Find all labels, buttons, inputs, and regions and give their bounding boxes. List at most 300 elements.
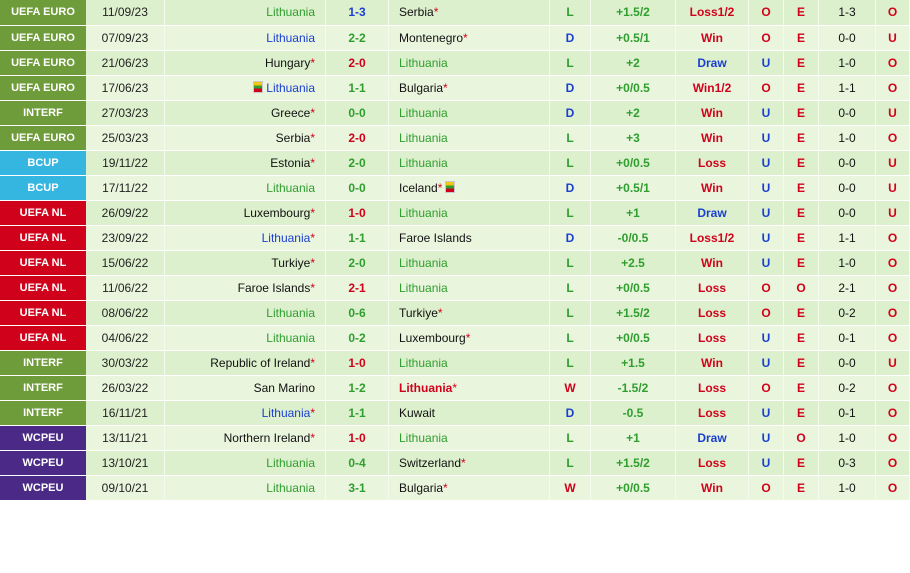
table-row[interactable] xyxy=(0,150,910,175)
away-team-name: Luxembourg xyxy=(399,330,466,345)
match-result: D xyxy=(550,400,591,425)
competition-badge[interactable]: INTERF xyxy=(0,100,86,125)
home-team[interactable] xyxy=(165,350,326,375)
away-team-name: Switzerland xyxy=(399,455,462,470)
match-date: 07/09/23 xyxy=(86,25,165,50)
handicap-result: Draw xyxy=(676,425,749,450)
half-over-under: O xyxy=(876,425,910,450)
match-score[interactable]: 3-1 xyxy=(326,475,389,500)
home-team[interactable] xyxy=(165,125,326,150)
over-under-2: E xyxy=(784,100,819,125)
match-result: L xyxy=(550,275,591,300)
half-time-score: 0-0 xyxy=(819,350,876,375)
over-under-2: E xyxy=(784,250,819,275)
match-date: 27/03/23 xyxy=(86,100,165,125)
away-team[interactable] xyxy=(389,350,550,375)
over-under-2: E xyxy=(784,350,819,375)
match-score[interactable]: 1-1 xyxy=(326,75,389,100)
half-over-under: O xyxy=(876,225,910,250)
table-row[interactable] xyxy=(0,125,910,150)
away-team[interactable] xyxy=(389,0,550,25)
table-row[interactable] xyxy=(0,300,910,325)
match-date: 11/09/23 xyxy=(86,0,165,25)
over-under-1: U xyxy=(749,125,784,150)
match-score[interactable]: 1-0 xyxy=(326,200,389,225)
over-under-1: U xyxy=(749,150,784,175)
away-team-name: Lithuania xyxy=(399,255,448,270)
match-date: 21/06/23 xyxy=(86,50,165,75)
away-team[interactable] xyxy=(389,25,550,50)
home-team-name: Lithuania xyxy=(266,180,315,195)
match-result: L xyxy=(550,325,591,350)
match-date: 26/03/22 xyxy=(86,375,165,400)
home-team-name: Lithuania xyxy=(266,480,315,495)
half-time-score: 0-2 xyxy=(819,300,876,325)
away-team[interactable] xyxy=(389,475,550,500)
table-row[interactable] xyxy=(0,225,910,250)
half-time-score: 1-0 xyxy=(819,125,876,150)
home-team[interactable] xyxy=(165,50,326,75)
half-over-under: O xyxy=(876,275,910,300)
away-team[interactable] xyxy=(389,125,550,150)
over-under-2: E xyxy=(784,125,819,150)
home-team-name: Faroe Islands xyxy=(237,280,311,295)
over-under-2: E xyxy=(784,150,819,175)
home-team-name: Lithuania xyxy=(261,405,311,420)
handicap-result: Loss1/2 xyxy=(676,225,749,250)
over-under-1: O xyxy=(749,0,784,25)
match-result: L xyxy=(550,150,591,175)
handicap-line: +0.5/1 xyxy=(591,25,676,50)
match-score[interactable]: 0-0 xyxy=(326,175,389,200)
home-team[interactable] xyxy=(165,425,326,450)
home-team[interactable] xyxy=(165,475,326,500)
away-team[interactable] xyxy=(389,150,550,175)
half-time-score: 1-0 xyxy=(819,250,876,275)
competition-badge[interactable]: INTERF xyxy=(0,350,86,375)
match-result: D xyxy=(550,75,591,100)
home-team[interactable] xyxy=(165,0,326,25)
match-result: W xyxy=(550,375,591,400)
away-team-name: Kuwait xyxy=(399,405,436,420)
match-date: 17/11/22 xyxy=(86,175,165,200)
match-result: L xyxy=(550,250,591,275)
half-over-under: U xyxy=(876,150,910,175)
match-result: L xyxy=(550,300,591,325)
competition-badge[interactable]: UEFA NL xyxy=(0,325,86,350)
over-under-2: E xyxy=(784,225,819,250)
half-over-under: O xyxy=(876,375,910,400)
away-team[interactable] xyxy=(389,325,550,350)
half-time-score: 0-1 xyxy=(819,325,876,350)
home-star-icon: * xyxy=(310,155,315,170)
over-under-2: E xyxy=(784,375,819,400)
table-row[interactable] xyxy=(0,425,910,450)
home-team[interactable] xyxy=(165,175,326,200)
home-team-name: Luxembourg xyxy=(243,205,311,220)
competition-badge[interactable]: WCPEU xyxy=(0,475,86,500)
match-result: D xyxy=(550,225,591,250)
away-team[interactable] xyxy=(389,400,550,425)
home-team-name: Lithuania xyxy=(266,330,315,345)
away-team[interactable] xyxy=(389,200,550,225)
handicap-result: Win xyxy=(676,250,749,275)
handicap-line: +0.5/1 xyxy=(591,175,676,200)
home-star-icon: * xyxy=(310,205,315,220)
match-score[interactable]: 0-0 xyxy=(326,100,389,125)
over-under-1: O xyxy=(749,75,784,100)
away-star-icon: * xyxy=(443,480,448,495)
flag-icon xyxy=(253,81,263,93)
home-team-name: Lithuania xyxy=(261,230,311,245)
over-under-2: E xyxy=(784,50,819,75)
half-over-under: O xyxy=(876,475,910,500)
home-star-icon: * xyxy=(310,230,315,245)
handicap-line: +1 xyxy=(591,200,676,225)
table-row[interactable] xyxy=(0,0,910,25)
home-team[interactable] xyxy=(165,150,326,175)
half-over-under: O xyxy=(876,250,910,275)
over-under-2: O xyxy=(784,275,819,300)
home-team[interactable] xyxy=(165,325,326,350)
handicap-result: Loss xyxy=(676,300,749,325)
away-team[interactable] xyxy=(389,450,550,475)
table-row[interactable] xyxy=(0,475,910,500)
handicap-line: +1.5/2 xyxy=(591,0,676,25)
over-under-1: O xyxy=(749,275,784,300)
match-result: D xyxy=(550,100,591,125)
half-over-under: U xyxy=(876,350,910,375)
half-time-score: 0-0 xyxy=(819,150,876,175)
handicap-result: Loss xyxy=(676,150,749,175)
match-result: L xyxy=(550,0,591,25)
handicap-line: +3 xyxy=(591,125,676,150)
table-row[interactable] xyxy=(0,350,910,375)
home-star-icon: * xyxy=(310,255,315,270)
handicap-line: -0.5 xyxy=(591,400,676,425)
table-row[interactable] xyxy=(0,75,910,100)
over-under-1: O xyxy=(749,475,784,500)
handicap-line: +0/0.5 xyxy=(591,475,676,500)
away-star-icon: * xyxy=(461,455,466,470)
home-star-icon: * xyxy=(310,55,315,70)
match-score[interactable]: 1-0 xyxy=(326,425,389,450)
away-team[interactable] xyxy=(389,425,550,450)
competition-badge[interactable]: WCPEU xyxy=(0,450,86,475)
handicap-line: +1 xyxy=(591,425,676,450)
home-star-icon: * xyxy=(310,130,315,145)
over-under-1: U xyxy=(749,225,784,250)
home-team[interactable] xyxy=(165,300,326,325)
match-result: L xyxy=(550,425,591,450)
away-team-name: Lithuania xyxy=(399,205,448,220)
half-over-under: O xyxy=(876,450,910,475)
table-row[interactable] xyxy=(0,325,910,350)
home-team-name: Lithuania xyxy=(266,30,315,45)
away-star-icon: * xyxy=(465,330,471,345)
home-team[interactable] xyxy=(165,375,326,400)
over-under-2: E xyxy=(784,475,819,500)
half-over-under: U xyxy=(876,175,910,200)
over-under-2: E xyxy=(784,300,819,325)
over-under-1: U xyxy=(749,50,784,75)
table-row[interactable] xyxy=(0,450,910,475)
away-star-icon: * xyxy=(443,80,448,95)
home-team-name: Greece xyxy=(270,105,311,120)
over-under-1: O xyxy=(749,25,784,50)
over-under-1: U xyxy=(749,100,784,125)
handicap-result: Loss1/2 xyxy=(676,0,749,25)
home-star-icon: * xyxy=(310,280,315,295)
away-team-name: Bulgaria xyxy=(399,480,444,495)
over-under-1: U xyxy=(749,325,784,350)
handicap-result: Loss xyxy=(676,275,749,300)
home-team[interactable] xyxy=(165,250,326,275)
table-row[interactable] xyxy=(0,100,910,125)
competition-badge[interactable]: INTERF xyxy=(0,375,86,400)
match-result: L xyxy=(550,50,591,75)
match-score[interactable]: 1-1 xyxy=(326,225,389,250)
competition-badge[interactable]: UEFA NL xyxy=(0,250,86,275)
handicap-result: Draw xyxy=(676,50,749,75)
handicap-result: Loss xyxy=(676,325,749,350)
over-under-2: E xyxy=(784,25,819,50)
half-time-score: 2-1 xyxy=(819,275,876,300)
match-result: D xyxy=(550,175,591,200)
away-team-name: Bulgaria xyxy=(399,80,444,95)
home-team[interactable] xyxy=(165,275,326,300)
over-under-2: E xyxy=(784,450,819,475)
match-result: L xyxy=(550,200,591,225)
away-team-name: Iceland xyxy=(399,180,438,195)
half-over-under: O xyxy=(876,400,910,425)
away-team[interactable] xyxy=(389,75,550,100)
competition-badge[interactable]: UEFA EURO xyxy=(0,25,86,50)
over-under-2: E xyxy=(784,75,819,100)
home-team[interactable] xyxy=(165,400,326,425)
table-row[interactable] xyxy=(0,250,910,275)
away-team-name: Lithuania xyxy=(399,380,453,395)
home-team-name: Lithuania xyxy=(266,5,315,20)
away-star-icon: * xyxy=(437,180,443,195)
match-score[interactable]: 0-2 xyxy=(326,325,389,350)
away-star-icon: * xyxy=(437,305,443,320)
half-time-score: 1-1 xyxy=(819,75,876,100)
over-under-1: O xyxy=(749,375,784,400)
over-under-2: E xyxy=(784,325,819,350)
match-date: 15/06/22 xyxy=(86,250,165,275)
competition-badge[interactable]: BCUP xyxy=(0,175,86,200)
over-under-1: U xyxy=(749,450,784,475)
half-over-under: O xyxy=(876,125,910,150)
half-over-under: O xyxy=(876,50,910,75)
away-team[interactable] xyxy=(389,250,550,275)
half-over-under: U xyxy=(876,25,910,50)
half-over-under: O xyxy=(876,0,910,25)
match-score[interactable]: 1-2 xyxy=(326,375,389,400)
handicap-line: +0/0.5 xyxy=(591,275,676,300)
away-team[interactable] xyxy=(389,100,550,125)
home-team[interactable] xyxy=(165,100,326,125)
competition-badge[interactable]: UEFA NL xyxy=(0,275,86,300)
handicap-line: -1.5/2 xyxy=(591,375,676,400)
home-team[interactable] xyxy=(165,200,326,225)
table-row[interactable] xyxy=(0,200,910,225)
over-under-1: U xyxy=(749,200,784,225)
match-score[interactable]: 1-1 xyxy=(326,400,389,425)
over-under-1: U xyxy=(749,250,784,275)
match-score[interactable]: 0-6 xyxy=(326,300,389,325)
half-over-under: U xyxy=(876,100,910,125)
table-row[interactable] xyxy=(0,400,910,425)
away-team-name: Lithuania xyxy=(399,280,448,295)
half-time-score: 0-1 xyxy=(819,400,876,425)
handicap-line: +1.5/2 xyxy=(591,450,676,475)
over-under-2: E xyxy=(784,400,819,425)
competition-badge[interactable]: UEFA EURO xyxy=(0,125,86,150)
away-team[interactable] xyxy=(389,50,550,75)
competition-badge[interactable]: UEFA EURO xyxy=(0,75,86,100)
away-team-name: Lithuania xyxy=(399,130,448,145)
match-score[interactable]: 1-3 xyxy=(326,0,389,25)
competition-badge[interactable]: UEFA NL xyxy=(0,200,86,225)
home-team-name: Republic of Ireland xyxy=(210,355,311,370)
over-under-2: O xyxy=(784,425,819,450)
match-score[interactable]: 2-0 xyxy=(326,150,389,175)
match-date: 23/09/22 xyxy=(86,225,165,250)
away-team-name: Lithuania xyxy=(399,55,448,70)
match-date: 17/06/23 xyxy=(86,75,165,100)
away-team[interactable] xyxy=(389,375,550,400)
half-time-score: 0-0 xyxy=(819,25,876,50)
match-score[interactable]: 2-2 xyxy=(326,25,389,50)
competition-badge[interactable]: UEFA NL xyxy=(0,300,86,325)
half-time-score: 0-0 xyxy=(819,200,876,225)
half-time-score: 0-0 xyxy=(819,175,876,200)
home-team[interactable] xyxy=(165,75,326,100)
competition-badge[interactable]: UEFA EURO xyxy=(0,0,86,25)
handicap-result: Win xyxy=(676,350,749,375)
home-team-name: Serbia xyxy=(275,130,311,145)
away-team-name: Lithuania xyxy=(399,105,448,120)
handicap-line: +0/0.5 xyxy=(591,75,676,100)
competition-badge[interactable]: INTERF xyxy=(0,400,86,425)
away-team[interactable] xyxy=(389,275,550,300)
over-under-2: E xyxy=(784,200,819,225)
home-team-name: Lithuania xyxy=(266,305,315,320)
away-team-name: Serbia xyxy=(399,5,434,20)
home-team-name: Northern Ireland xyxy=(223,430,311,445)
match-result: D xyxy=(550,25,591,50)
away-team[interactable] xyxy=(389,300,550,325)
away-team-name: Lithuania xyxy=(399,155,448,170)
match-result: L xyxy=(550,125,591,150)
competition-badge[interactable]: BCUP xyxy=(0,150,86,175)
home-team-name: Lithuania xyxy=(266,455,315,470)
away-star-icon: * xyxy=(463,30,468,45)
handicap-result: Win xyxy=(676,125,749,150)
competition-badge[interactable]: UEFA EURO xyxy=(0,50,86,75)
away-star-icon: * xyxy=(452,380,458,395)
half-time-score: 1-0 xyxy=(819,475,876,500)
half-time-score: 0-3 xyxy=(819,450,876,475)
away-team[interactable] xyxy=(389,175,550,200)
match-date: 19/11/22 xyxy=(86,150,165,175)
handicap-result: Win xyxy=(676,100,749,125)
match-score[interactable]: 1-0 xyxy=(326,350,389,375)
half-time-score: 1-0 xyxy=(819,50,876,75)
half-over-under: U xyxy=(876,200,910,225)
match-date: 26/09/22 xyxy=(86,200,165,225)
table-row[interactable] xyxy=(0,50,910,75)
match-date: 13/10/21 xyxy=(86,450,165,475)
match-result: L xyxy=(550,450,591,475)
table-row[interactable] xyxy=(0,25,910,50)
match-score[interactable]: 0-4 xyxy=(326,450,389,475)
handicap-result: Win xyxy=(676,25,749,50)
match-score[interactable]: 2-0 xyxy=(326,250,389,275)
home-team-name: Estonia xyxy=(270,155,311,170)
match-result: L xyxy=(550,350,591,375)
match-date: 25/03/23 xyxy=(86,125,165,150)
over-under-1: U xyxy=(749,425,784,450)
home-team[interactable] xyxy=(165,225,326,250)
half-over-under: O xyxy=(876,325,910,350)
over-under-2: E xyxy=(784,175,819,200)
match-date: 11/06/22 xyxy=(86,275,165,300)
handicap-line: +2.5 xyxy=(591,250,676,275)
home-team-name: San Marino xyxy=(253,380,315,395)
home-team-name: Turkiye xyxy=(271,255,311,270)
table-row[interactable] xyxy=(0,275,910,300)
handicap-line: +1.5 xyxy=(591,350,676,375)
away-team-name: Lithuania xyxy=(399,430,448,445)
away-team-name: Montenegro xyxy=(399,30,464,45)
match-date: 04/06/22 xyxy=(86,325,165,350)
flag-icon xyxy=(445,181,455,193)
match-date: 16/11/21 xyxy=(86,400,165,425)
home-team[interactable] xyxy=(165,25,326,50)
handicap-result: Draw xyxy=(676,200,749,225)
match-date: 09/10/21 xyxy=(86,475,165,500)
handicap-result: Loss xyxy=(676,400,749,425)
handicap-result: Loss xyxy=(676,375,749,400)
half-over-under: O xyxy=(876,300,910,325)
away-star-icon: * xyxy=(433,5,439,20)
match-score[interactable]: 2-0 xyxy=(326,125,389,150)
half-time-score: 0-2 xyxy=(819,375,876,400)
competition-badge[interactable]: UEFA NL xyxy=(0,225,86,250)
home-team[interactable] xyxy=(165,450,326,475)
competition-badge[interactable]: WCPEU xyxy=(0,425,86,450)
handicap-line: +1.5/2 xyxy=(591,300,676,325)
home-team-name: Hungary xyxy=(264,55,311,70)
handicap-line: +2 xyxy=(591,100,676,125)
table-row[interactable] xyxy=(0,175,910,200)
home-star-icon: * xyxy=(310,430,315,445)
match-score[interactable]: 2-0 xyxy=(326,50,389,75)
handicap-result: Win xyxy=(676,475,749,500)
handicap-result: Win1/2 xyxy=(676,75,749,100)
match-score[interactable]: 2-1 xyxy=(326,275,389,300)
over-under-1: U xyxy=(749,350,784,375)
table-row[interactable] xyxy=(0,375,910,400)
handicap-result: Loss xyxy=(676,450,749,475)
match-date: 13/11/21 xyxy=(86,425,165,450)
handicap-result: Win xyxy=(676,175,749,200)
handicap-line: +0/0.5 xyxy=(591,150,676,175)
away-team[interactable] xyxy=(389,225,550,250)
